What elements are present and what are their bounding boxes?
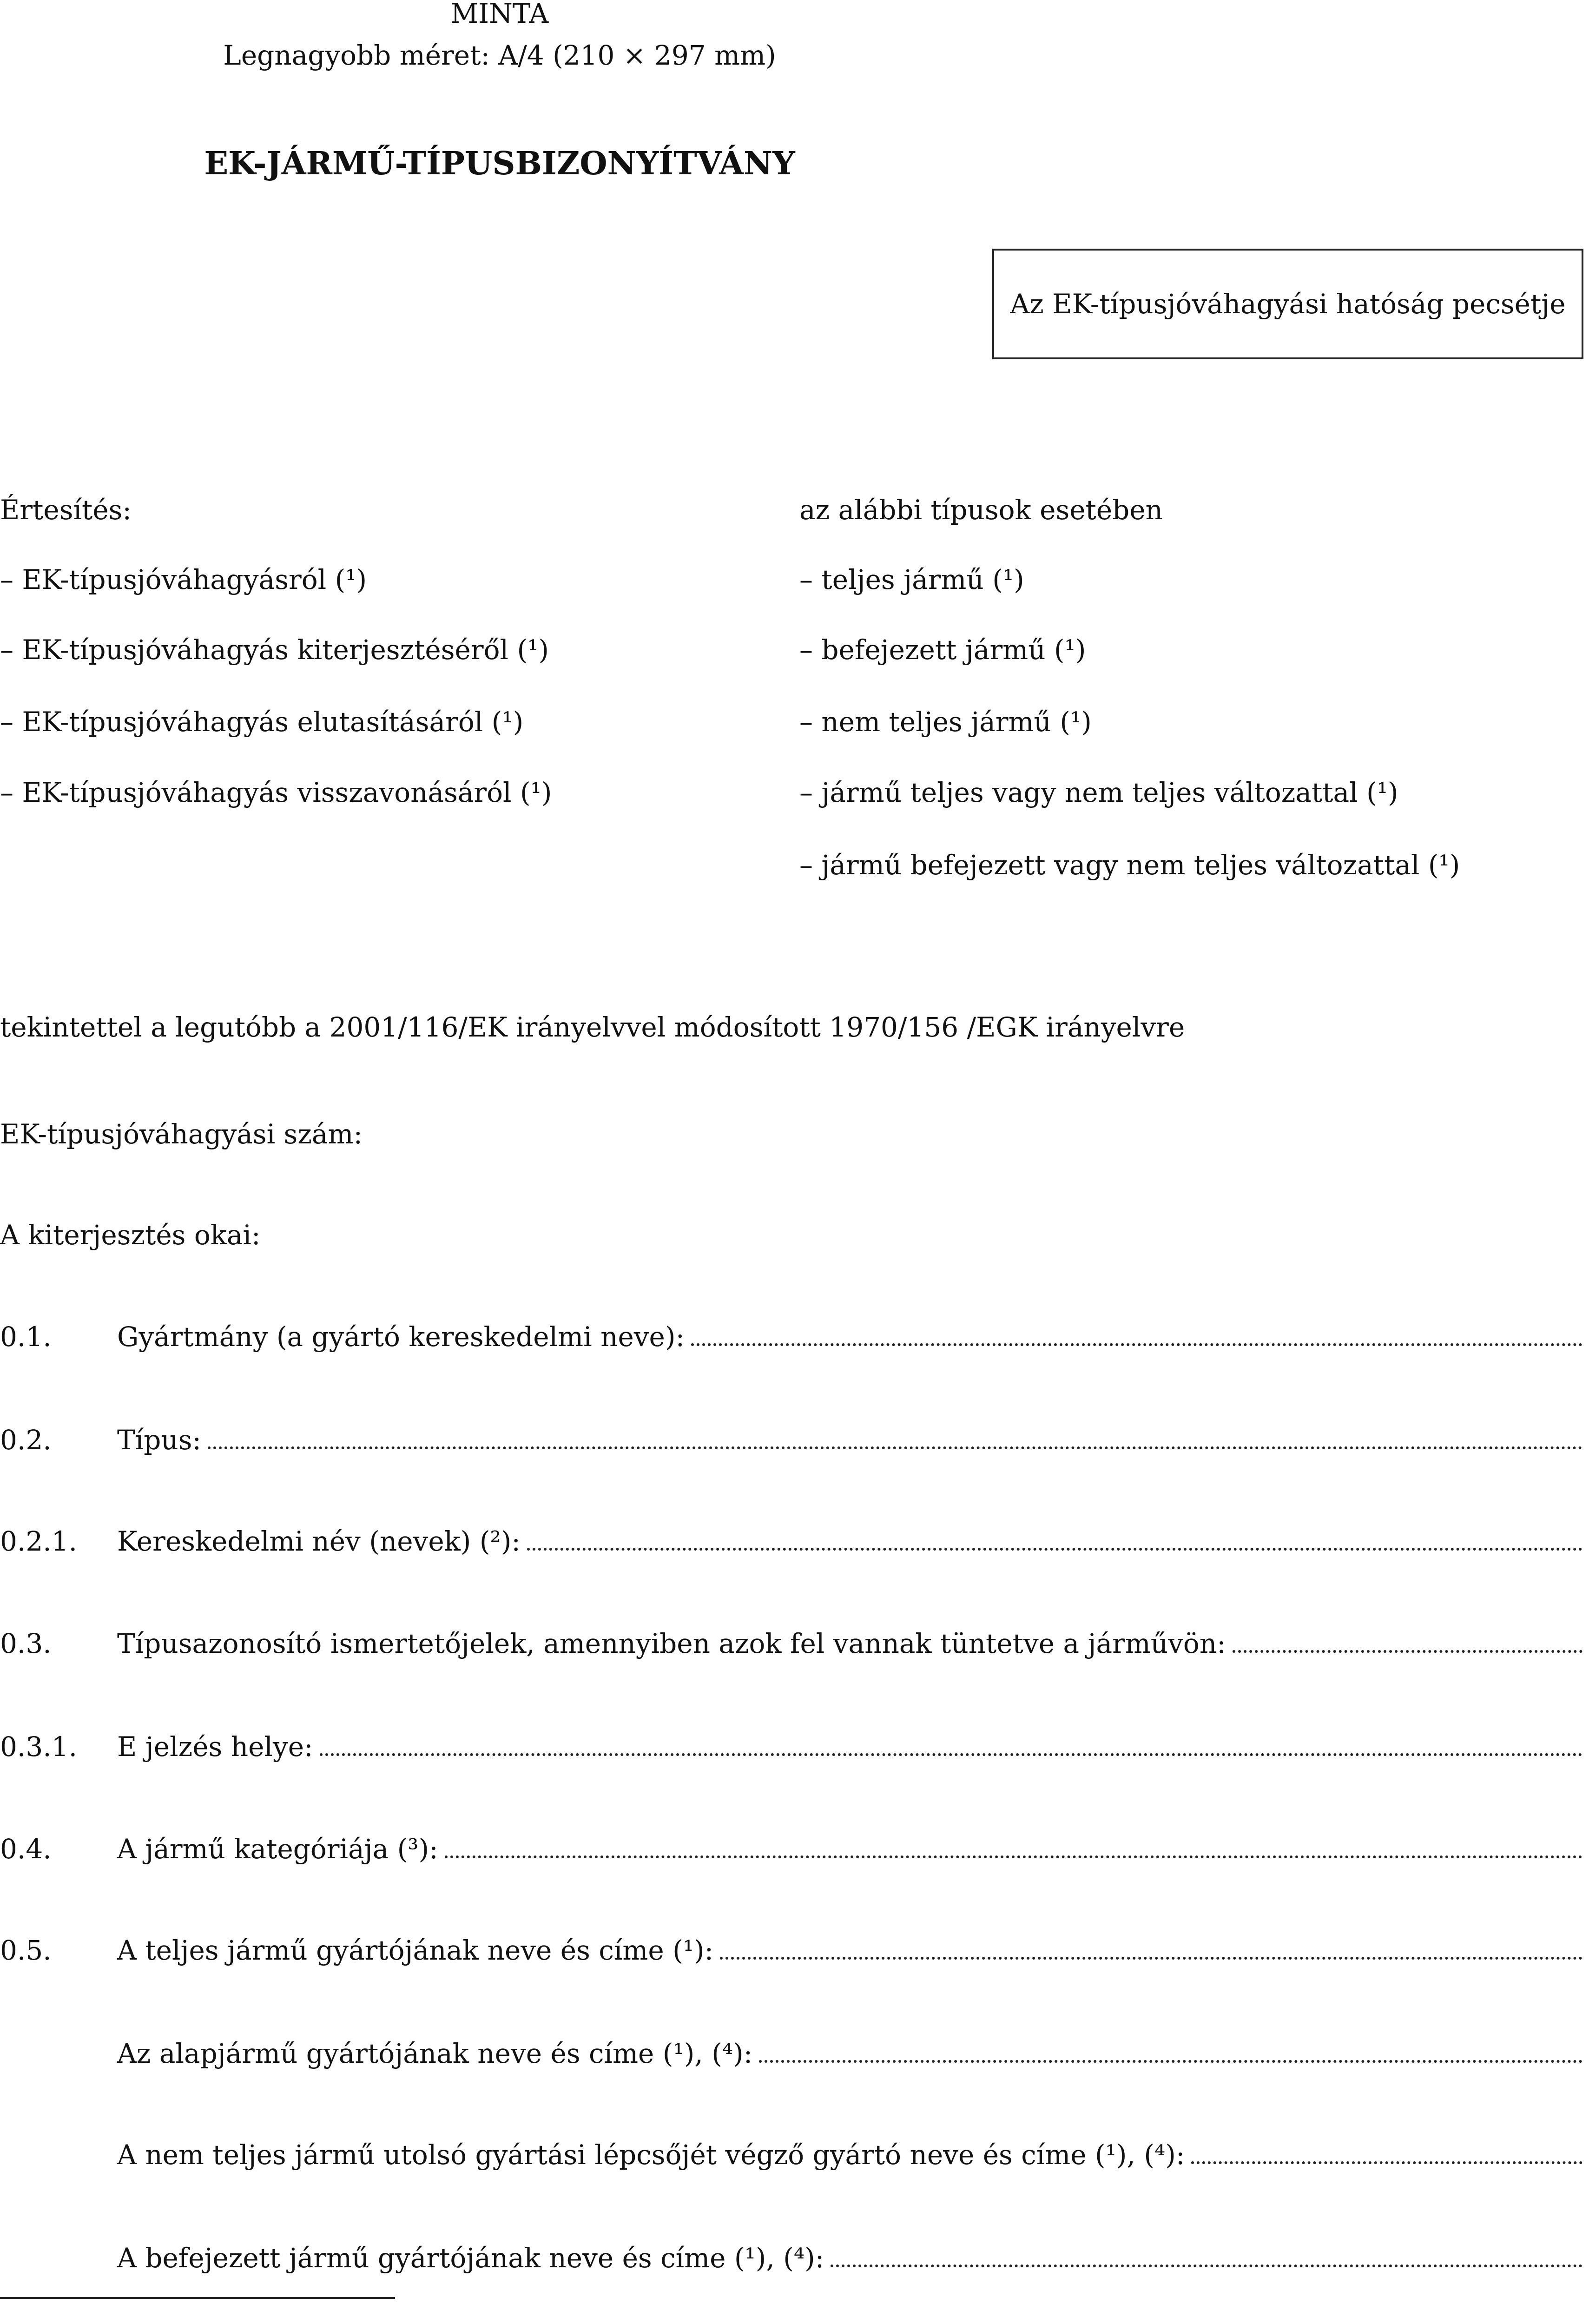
notification-item: – EK-típusjóváhagyás kiterjesztéséről (¹) bbox=[0, 634, 549, 666]
fill-in-line[interactable] bbox=[527, 1548, 1582, 1551]
field-number: 0.5. bbox=[0, 1934, 52, 1966]
vehicle-type-item: – jármű befejezett vagy nem teljes változattal (¹) bbox=[799, 849, 1460, 881]
extension-reasons-label: A kiterjesztés okai: bbox=[0, 1219, 261, 1251]
notification-item: – EK-típusjóváhagyásról (¹) bbox=[0, 564, 367, 595]
fill-in-line[interactable] bbox=[1233, 1650, 1582, 1653]
stamp-box bbox=[992, 249, 1583, 359]
footnote-divider bbox=[0, 2297, 395, 2299]
fill-in-line[interactable] bbox=[759, 2060, 1582, 2063]
fill-in-line[interactable] bbox=[720, 1957, 1582, 1960]
vehicle-type-item: – nem teljes jármű (¹) bbox=[799, 706, 1092, 738]
field-row bbox=[0, 1934, 1582, 1967]
field-row bbox=[0, 1832, 1582, 1866]
field-number: 0.2.1. bbox=[0, 1525, 78, 1557]
field-label: Típusazonosító ismertetőjelek, amennyiben azok fel vannak tüntetve a járművön: bbox=[117, 1628, 1226, 1659]
vehicle-type-item: – teljes jármű (¹) bbox=[799, 564, 1024, 595]
fill-in-line[interactable] bbox=[831, 2265, 1582, 2267]
field-row bbox=[0, 1627, 1582, 1660]
field-row bbox=[0, 1423, 1582, 1457]
field-label: A jármű kategóriája (³): bbox=[117, 1833, 438, 1865]
field-label: A befejezett jármű gyártójának neve és címe (¹), (⁴): bbox=[117, 2242, 824, 2274]
vehicle-type-item: – jármű teljes vagy nem teljes változattal (¹) bbox=[799, 777, 1398, 808]
field-label: E jelzés helye: bbox=[117, 1731, 313, 1763]
fill-in-line[interactable] bbox=[445, 1855, 1582, 1858]
field-label: Az alapjármű gyártójának neve és címe (¹), (⁴): bbox=[117, 2038, 753, 2069]
directive-text: tekintettel a legutóbb a 2001/116/EK irányelvvel módosított 1970/156 /EGK irányelvre bbox=[0, 1011, 1185, 1043]
approval-number-label: EK-típusjóváhagyási szám: bbox=[0, 1118, 363, 1150]
page-title: EK-JÁRMŰ-TÍPUSBIZONYÍTVÁNY bbox=[204, 145, 795, 182]
notification-item: – EK-típusjóváhagyás visszavonásáról (¹) bbox=[0, 777, 552, 808]
minta-label: MINTA bbox=[450, 0, 549, 29]
field-number: 0.2. bbox=[0, 1424, 52, 1456]
fill-in-line[interactable] bbox=[208, 1446, 1582, 1449]
field-row bbox=[0, 1320, 1582, 1353]
field-row bbox=[0, 2138, 1582, 2172]
vehicle-type-item: – befejezett jármű (¹) bbox=[799, 634, 1086, 666]
fill-in-line[interactable] bbox=[320, 1753, 1582, 1756]
field-number: 0.3.1. bbox=[0, 1731, 78, 1763]
field-number: 0.4. bbox=[0, 1833, 52, 1865]
field-row bbox=[0, 1525, 1582, 1558]
field-label: A teljes jármű gyártójának neve és címe (¹): bbox=[117, 1934, 714, 1966]
fill-in-line[interactable] bbox=[1191, 2161, 1582, 2164]
notification-heading: Értesítés: bbox=[0, 494, 132, 526]
field-row bbox=[0, 2241, 1582, 2275]
vehicle-types-heading: az alábbi típusok esetében bbox=[799, 494, 1163, 526]
field-label: A nem teljes jármű utolsó gyártási lépcsőjét végző gyártó neve és címe (¹), (⁴): bbox=[117, 2139, 1185, 2171]
field-number: 0.1. bbox=[0, 1321, 52, 1353]
field-number: 0.3. bbox=[0, 1628, 52, 1659]
field-label: Gyártmány (a gyártó kereskedelmi neve): bbox=[117, 1321, 685, 1353]
fill-in-line[interactable] bbox=[691, 1343, 1582, 1346]
field-row bbox=[0, 1730, 1582, 1763]
notification-item: – EK-típusjóváhagyás elutasításáról (¹) bbox=[0, 706, 524, 738]
stamp-box-label: Az EK-típusjóváhagyási hatóság pecsétje bbox=[1010, 288, 1566, 320]
field-label: Típus: bbox=[117, 1424, 202, 1456]
field-row bbox=[0, 2037, 1582, 2070]
page-size-note: Legnagyobb méret: A/4 (210 × 297 mm) bbox=[223, 40, 776, 71]
field-label: Kereskedelmi név (nevek) (²): bbox=[117, 1525, 521, 1557]
